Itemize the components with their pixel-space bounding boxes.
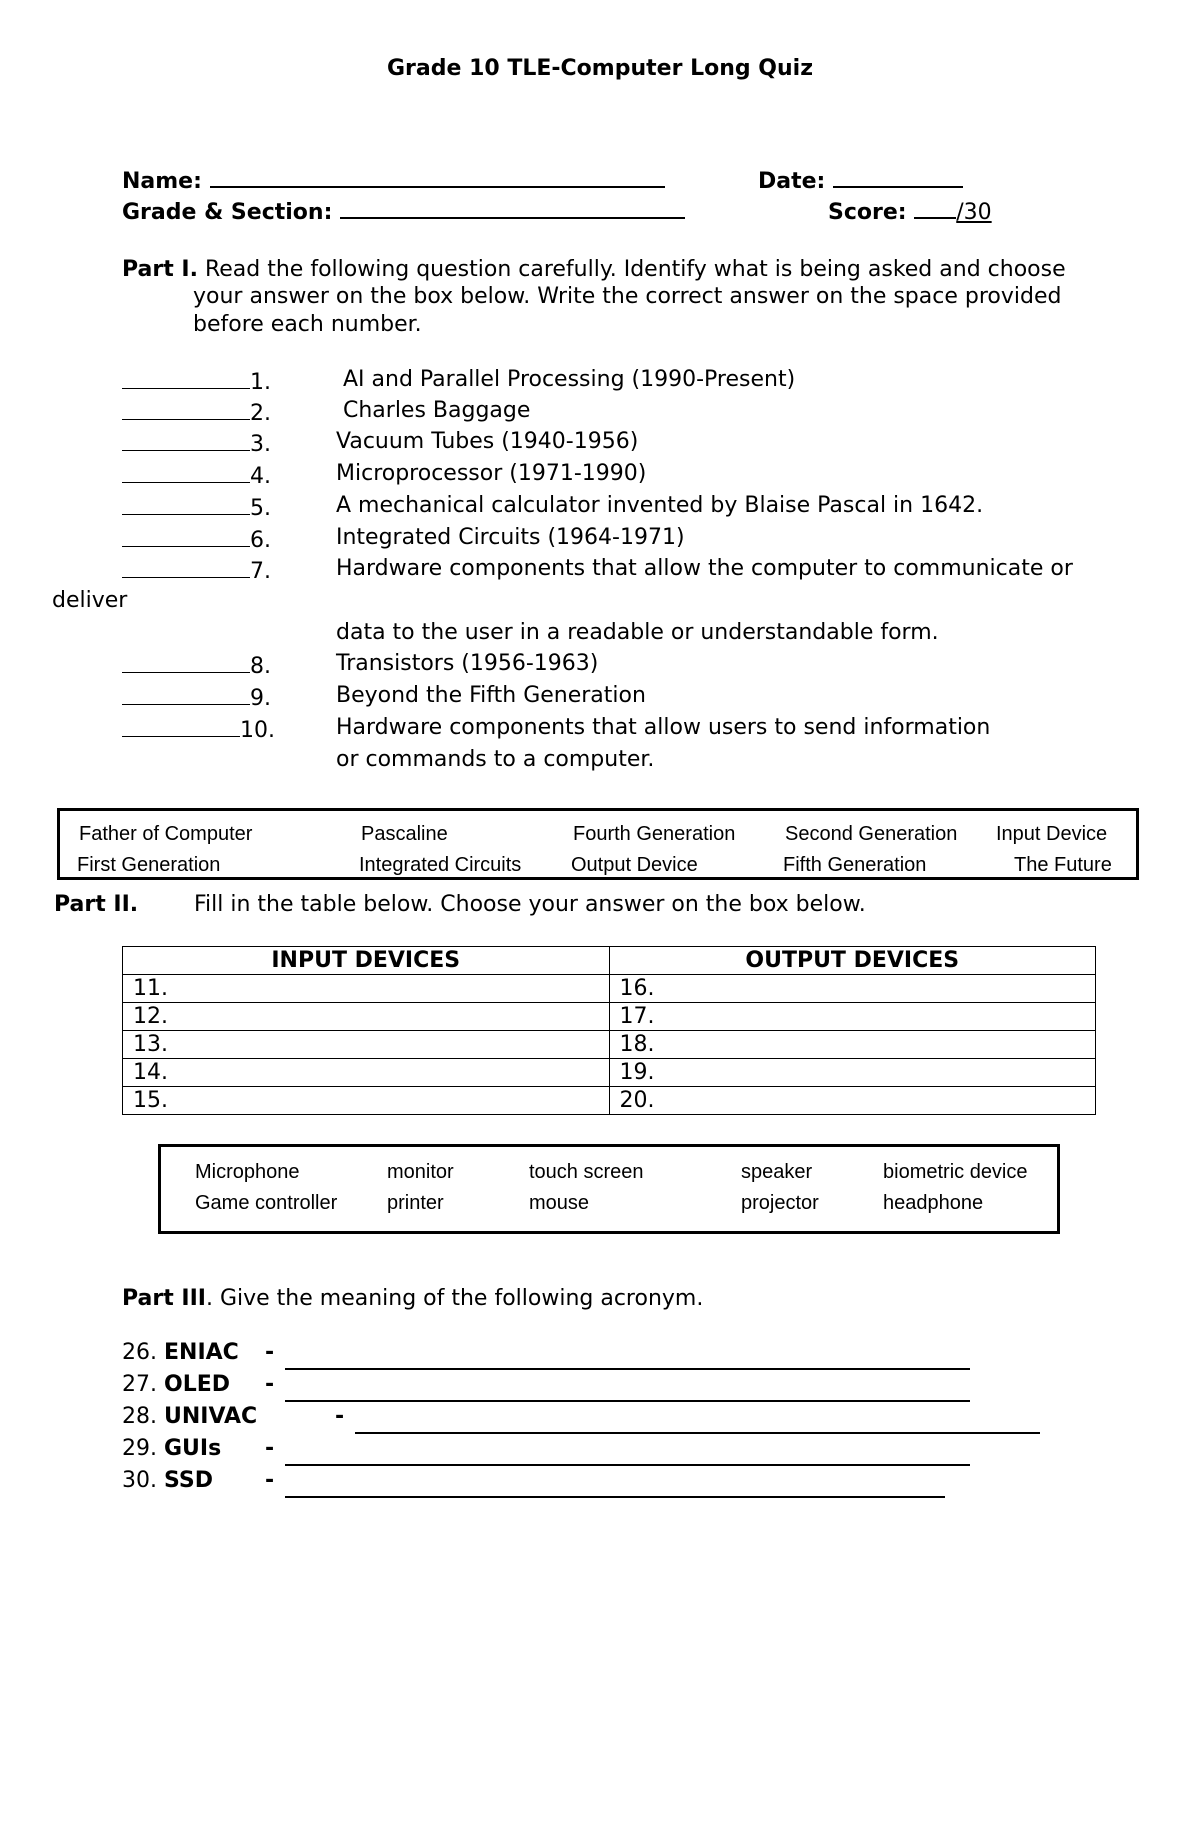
part1-instructions-line2: your answer on the box below. Write the correct answer on the space provided (193, 284, 1062, 309)
part1-instructions: Part I. Read the following question carefully. Identify what is being asked and choose (122, 257, 1066, 282)
part3-label: Part III (122, 1286, 206, 1311)
question-7-continuation: data to the user in a readable or understandable form. (336, 620, 939, 645)
question-10: 10. Hardware components that allow users to send information (122, 712, 280, 744)
answer-blank-3[interactable] (122, 426, 250, 451)
output-cell-20[interactable]: 20. (609, 1087, 1096, 1115)
answer-blank-4[interactable] (122, 458, 250, 483)
choice-father-of-computer: Father of Computer (79, 823, 253, 845)
choice-projector: projector (741, 1192, 819, 1214)
input-cell-12[interactable]: 12. (123, 1003, 610, 1031)
part1-choices-box (57, 808, 1139, 880)
output-cell-19[interactable]: 19. (609, 1059, 1096, 1087)
part3-instructions: Part III. Give the meaning of the following acronym. (122, 1286, 704, 1311)
question-6: 6. Integrated Circuits (1964-1971) (122, 522, 280, 554)
output-cell-18[interactable]: 18. (609, 1031, 1096, 1059)
acronym-item-28: 28. UNIVAC (122, 1404, 258, 1429)
question-4: 4. Microprocessor (1971-1990) (122, 458, 280, 490)
choice-integrated-circuits: Integrated Circuits (359, 854, 522, 876)
answer-blank-2[interactable] (122, 395, 250, 420)
acronym-eniac: ENIAC (164, 1340, 239, 1365)
input-cell-15[interactable]: 15. (123, 1087, 610, 1115)
question-7-overflow: deliver (52, 588, 128, 613)
table-row (123, 1003, 1096, 1031)
question-10-continuation: or commands to a computer. (336, 747, 655, 772)
input-cell-13[interactable]: 13. (123, 1031, 610, 1059)
name-blank[interactable] (210, 166, 665, 188)
table-row (123, 975, 1096, 1003)
choice-mouse: mouse (529, 1192, 590, 1214)
answer-blank-7[interactable] (122, 553, 250, 578)
choice-fifth-generation: Fifth Generation (783, 854, 927, 876)
acronym-item-27: 27. OLED (122, 1372, 231, 1397)
part2-choices-box (158, 1144, 1060, 1234)
score-label: Score: (828, 200, 907, 225)
date-blank[interactable] (833, 166, 963, 188)
grade-section-label: Grade & Section: (122, 200, 333, 225)
acronym-item-30: 30. SSD (122, 1468, 213, 1493)
input-cell-11[interactable]: 11. (123, 975, 610, 1003)
choice-first-generation: First Generation (77, 854, 221, 876)
answer-line-29[interactable] (285, 1442, 970, 1466)
choice-game-controller: Game controller (195, 1192, 338, 1214)
choice-the-future: The Future (1014, 854, 1112, 876)
choice-biometric-device: biometric device (883, 1161, 1028, 1183)
grade-section-blank[interactable] (340, 197, 685, 219)
acronym-oled: OLED (164, 1372, 231, 1397)
answer-line-27[interactable] (285, 1378, 970, 1402)
choice-monitor: monitor (387, 1161, 454, 1183)
output-devices-header: OUTPUT DEVICES (609, 947, 1096, 975)
table-row (123, 1031, 1096, 1059)
part1-label: Part I. (122, 257, 198, 282)
date-label: Date: (758, 169, 826, 194)
question-1: 1. AI and Parallel Processing (1990-Present) (122, 364, 280, 396)
choice-headphone: headphone (883, 1192, 984, 1214)
part2-instructions (54, 892, 138, 917)
table-row (123, 1059, 1096, 1087)
table-header-row (123, 947, 1096, 975)
table-row (123, 1087, 1096, 1115)
choice-second-generation: Second Generation (785, 823, 958, 845)
score-total: /30 (956, 200, 992, 225)
choice-printer: printer (387, 1192, 444, 1214)
answer-blank-10[interactable] (122, 712, 240, 737)
input-cell-14[interactable]: 14. (123, 1059, 610, 1087)
part1-instructions-line3: before each number. (193, 312, 422, 337)
part2-label: Part II. (54, 892, 139, 917)
input-devices-header: INPUT DEVICES (123, 947, 610, 975)
score-blank[interactable] (914, 197, 956, 219)
devices-table (122, 946, 1096, 1115)
choice-pascaline: Pascaline (361, 823, 448, 845)
choice-input-device: Input Device (996, 823, 1108, 845)
answer-line-26[interactable] (285, 1346, 970, 1370)
question-7: 7. Hardware components that allow the computer to communicate or (122, 553, 280, 585)
output-cell-17[interactable]: 17. (609, 1003, 1096, 1031)
date-field (758, 166, 963, 194)
answer-line-30[interactable] (285, 1474, 945, 1498)
acronym-item-29: 29. GUIs (122, 1436, 222, 1461)
name-label: Name: (122, 169, 202, 194)
question-9: 9. Beyond the Fifth Generation (122, 680, 280, 712)
question-5: 5. A mechanical calculator invented by Blaise Pascal in 1642. (122, 490, 280, 522)
acronym-guis: GUIs (164, 1436, 222, 1461)
choice-touch-screen: touch screen (529, 1161, 644, 1183)
answer-blank-9[interactable] (122, 680, 250, 705)
name-field (122, 166, 665, 194)
acronym-univac: UNIVAC (164, 1404, 258, 1429)
answer-blank-6[interactable] (122, 522, 250, 547)
answer-blank-8[interactable] (122, 648, 250, 673)
choice-speaker: speaker (741, 1161, 813, 1183)
score-field (828, 197, 992, 225)
choice-microphone: Microphone (195, 1161, 300, 1183)
choice-output-device: Output Device (571, 854, 698, 876)
question-2: 2. Charles Baggage (122, 395, 280, 427)
acronym-item-26: 26. ENIAC (122, 1340, 239, 1365)
page-title: Grade 10 TLE-Computer Long Quiz (387, 56, 813, 81)
question-3: 3. Vacuum Tubes (1940-1956) (122, 426, 280, 458)
answer-line-28[interactable] (355, 1410, 1040, 1434)
answer-blank-1[interactable] (122, 364, 250, 389)
choice-fourth-generation: Fourth Generation (573, 823, 736, 845)
part2-instructions-text: Fill in the table below. Choose your answer on the box below. (194, 892, 866, 917)
output-cell-16[interactable]: 16. (609, 975, 1096, 1003)
question-8: 8. Transistors (1956-1963) (122, 648, 280, 680)
grade-section-field (122, 197, 685, 225)
answer-blank-5[interactable] (122, 490, 250, 515)
acronym-ssd: SSD (164, 1468, 213, 1493)
